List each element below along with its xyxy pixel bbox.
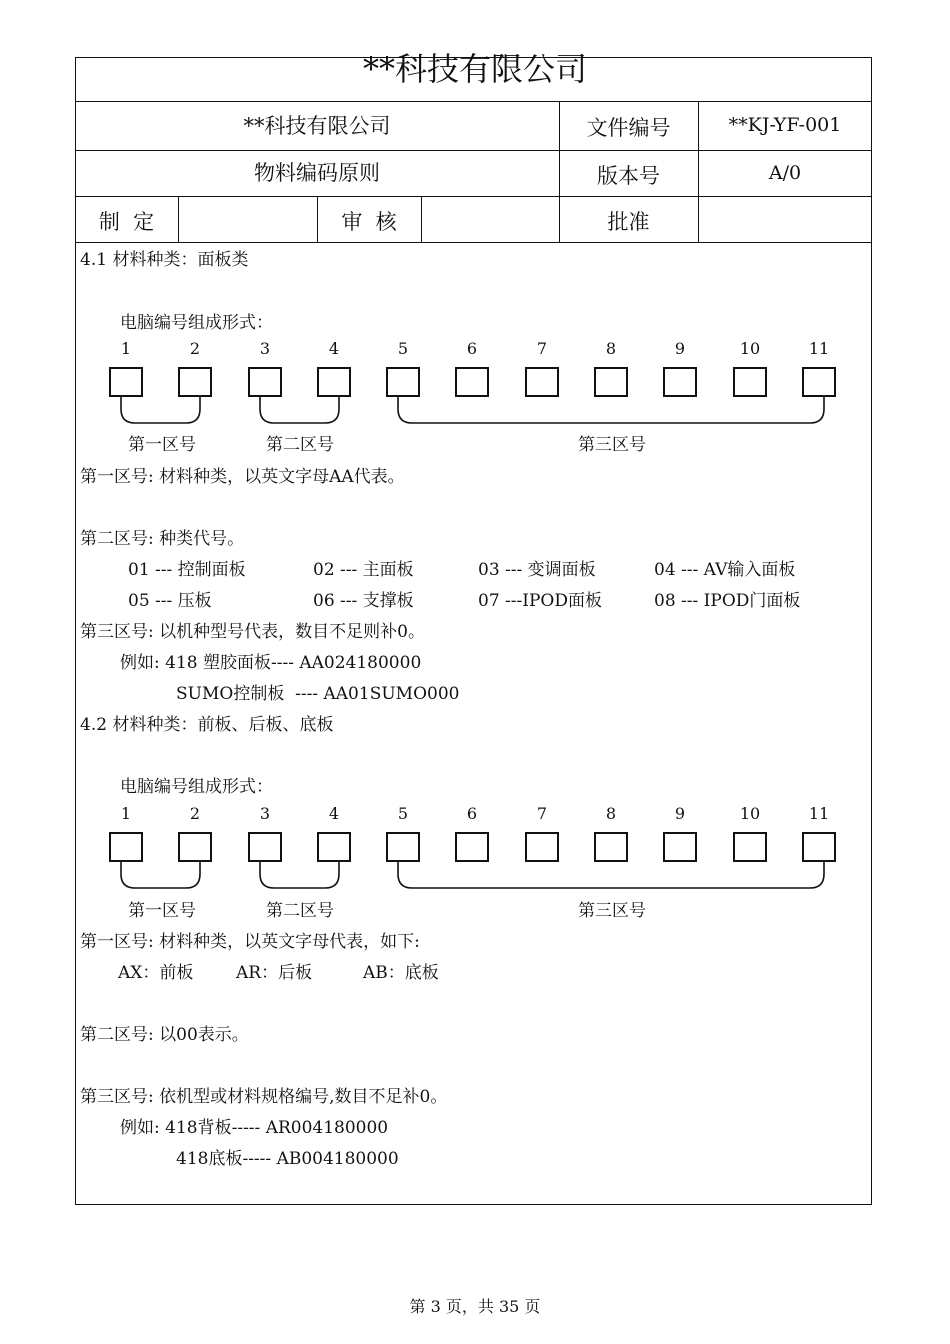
position-number: 4 bbox=[328, 804, 340, 823]
digit-box bbox=[525, 367, 559, 397]
position-number: 2 bbox=[189, 804, 201, 823]
prepared-label: 制 定 bbox=[98, 210, 155, 234]
digit-box bbox=[178, 832, 212, 862]
digit-box bbox=[594, 367, 628, 397]
digit-box bbox=[248, 832, 282, 862]
zone3-description: 第三区号: 以机种型号代表，数目不足则补0。 bbox=[80, 622, 425, 642]
reviewed-label: 审 核 bbox=[341, 210, 397, 234]
example-line: SUMO控制板 ---- AA01SUMO000 bbox=[176, 684, 460, 704]
code-item: 02 --- 主面板 bbox=[313, 560, 414, 580]
zone-label: 第一区号 bbox=[128, 435, 196, 455]
code-item: 03 --- 变调面板 bbox=[478, 560, 596, 580]
doc-title: 物料编码原则 bbox=[254, 161, 380, 185]
code-item: 01 --- 控制面板 bbox=[128, 560, 246, 580]
code-item: 06 --- 支撑板 bbox=[313, 591, 414, 611]
divider bbox=[178, 196, 179, 243]
zone-label: 第三区号 bbox=[578, 435, 646, 455]
zone2-description: 第二区号: 种类代号。 bbox=[80, 529, 245, 549]
zone-label: 第三区号 bbox=[578, 901, 646, 921]
version-label: 版本号 bbox=[597, 164, 660, 188]
section-heading: 4.2 材料种类：前板、后板、底板 bbox=[80, 715, 334, 735]
code-item: 07 ---IPOD面板 bbox=[478, 591, 602, 611]
digit-box bbox=[663, 832, 697, 862]
digit-box bbox=[317, 832, 351, 862]
position-number: 6 bbox=[466, 804, 478, 823]
code-item: 05 --- 压板 bbox=[128, 591, 212, 611]
divider bbox=[421, 196, 422, 243]
position-number: 10 bbox=[739, 339, 761, 358]
type-item: AB：底板 bbox=[363, 963, 439, 983]
position-number: 7 bbox=[536, 339, 548, 358]
digit-box bbox=[386, 367, 420, 397]
example-line: 例如: 418 塑胶面板---- AA024180000 bbox=[120, 653, 422, 673]
digit-box bbox=[455, 367, 489, 397]
position-number: 8 bbox=[605, 339, 617, 358]
digit-box bbox=[455, 832, 489, 862]
digit-box bbox=[109, 832, 143, 862]
company-name: **科技有限公司 bbox=[243, 114, 391, 138]
zone-label: 第二区号 bbox=[266, 901, 334, 921]
section-heading: 4.1 材料种类：面板类 bbox=[80, 250, 249, 270]
position-number: 5 bbox=[397, 339, 409, 358]
code-item: 04 --- AV输入面板 bbox=[654, 560, 796, 580]
zone-label: 第一区号 bbox=[128, 901, 196, 921]
zone1-description: 第一区号: 材料种类，以英文字母代表，如下: bbox=[80, 932, 420, 952]
divider bbox=[75, 242, 872, 243]
page-number: 第 3 页，共 35 页 bbox=[409, 1297, 541, 1316]
digit-box bbox=[802, 832, 836, 862]
digit-box bbox=[248, 367, 282, 397]
position-number: 11 bbox=[808, 339, 830, 358]
position-number: 9 bbox=[674, 804, 686, 823]
position-number: 5 bbox=[397, 804, 409, 823]
position-number: 6 bbox=[466, 339, 478, 358]
zone-label: 第二区号 bbox=[266, 435, 334, 455]
zone1-description: 第一区号: 材料种类，以英文字母AA代表。 bbox=[80, 467, 405, 487]
position-number: 1 bbox=[120, 804, 132, 823]
zone3-description: 第三区号: 依机型或材料规格编号,数目不足补0。 bbox=[80, 1087, 448, 1107]
approved-label: 批准 bbox=[607, 210, 650, 234]
format-label: 电脑编号组成形式： bbox=[120, 313, 273, 333]
type-item: AR：后板 bbox=[236, 963, 313, 983]
position-number: 9 bbox=[674, 339, 686, 358]
example-line: 418底板----- AB004180000 bbox=[176, 1149, 399, 1169]
digit-box bbox=[594, 832, 628, 862]
digit-box bbox=[317, 367, 351, 397]
position-number: 3 bbox=[259, 804, 271, 823]
digit-box bbox=[663, 367, 697, 397]
version-value: A/0 bbox=[768, 162, 802, 184]
position-number: 8 bbox=[605, 804, 617, 823]
position-number: 2 bbox=[189, 339, 201, 358]
zone2-description: 第二区号: 以00表示。 bbox=[80, 1025, 249, 1045]
digit-box bbox=[109, 367, 143, 397]
code-item: 08 --- IPOD门面板 bbox=[654, 591, 801, 611]
main-title: **科技有限公司 bbox=[362, 50, 587, 88]
position-number: 1 bbox=[120, 339, 132, 358]
digit-box bbox=[386, 832, 420, 862]
divider bbox=[75, 150, 872, 151]
type-item: AX：前板 bbox=[118, 963, 194, 983]
divider bbox=[75, 101, 872, 102]
digit-box bbox=[733, 832, 767, 862]
position-number: 7 bbox=[536, 804, 548, 823]
digit-box bbox=[525, 832, 559, 862]
digit-box bbox=[733, 367, 767, 397]
position-number: 4 bbox=[328, 339, 340, 358]
doc-number-value: **KJ-YF-001 bbox=[728, 114, 842, 136]
doc-number-label: 文件编号 bbox=[586, 116, 671, 140]
divider bbox=[75, 196, 872, 197]
example-line: 例如: 418背板----- AR004180000 bbox=[120, 1118, 389, 1138]
format-label: 电脑编号组成形式： bbox=[120, 777, 273, 797]
position-number: 10 bbox=[739, 804, 761, 823]
digit-box bbox=[802, 367, 836, 397]
position-number: 11 bbox=[808, 804, 830, 823]
position-number: 3 bbox=[259, 339, 271, 358]
digit-box bbox=[178, 367, 212, 397]
